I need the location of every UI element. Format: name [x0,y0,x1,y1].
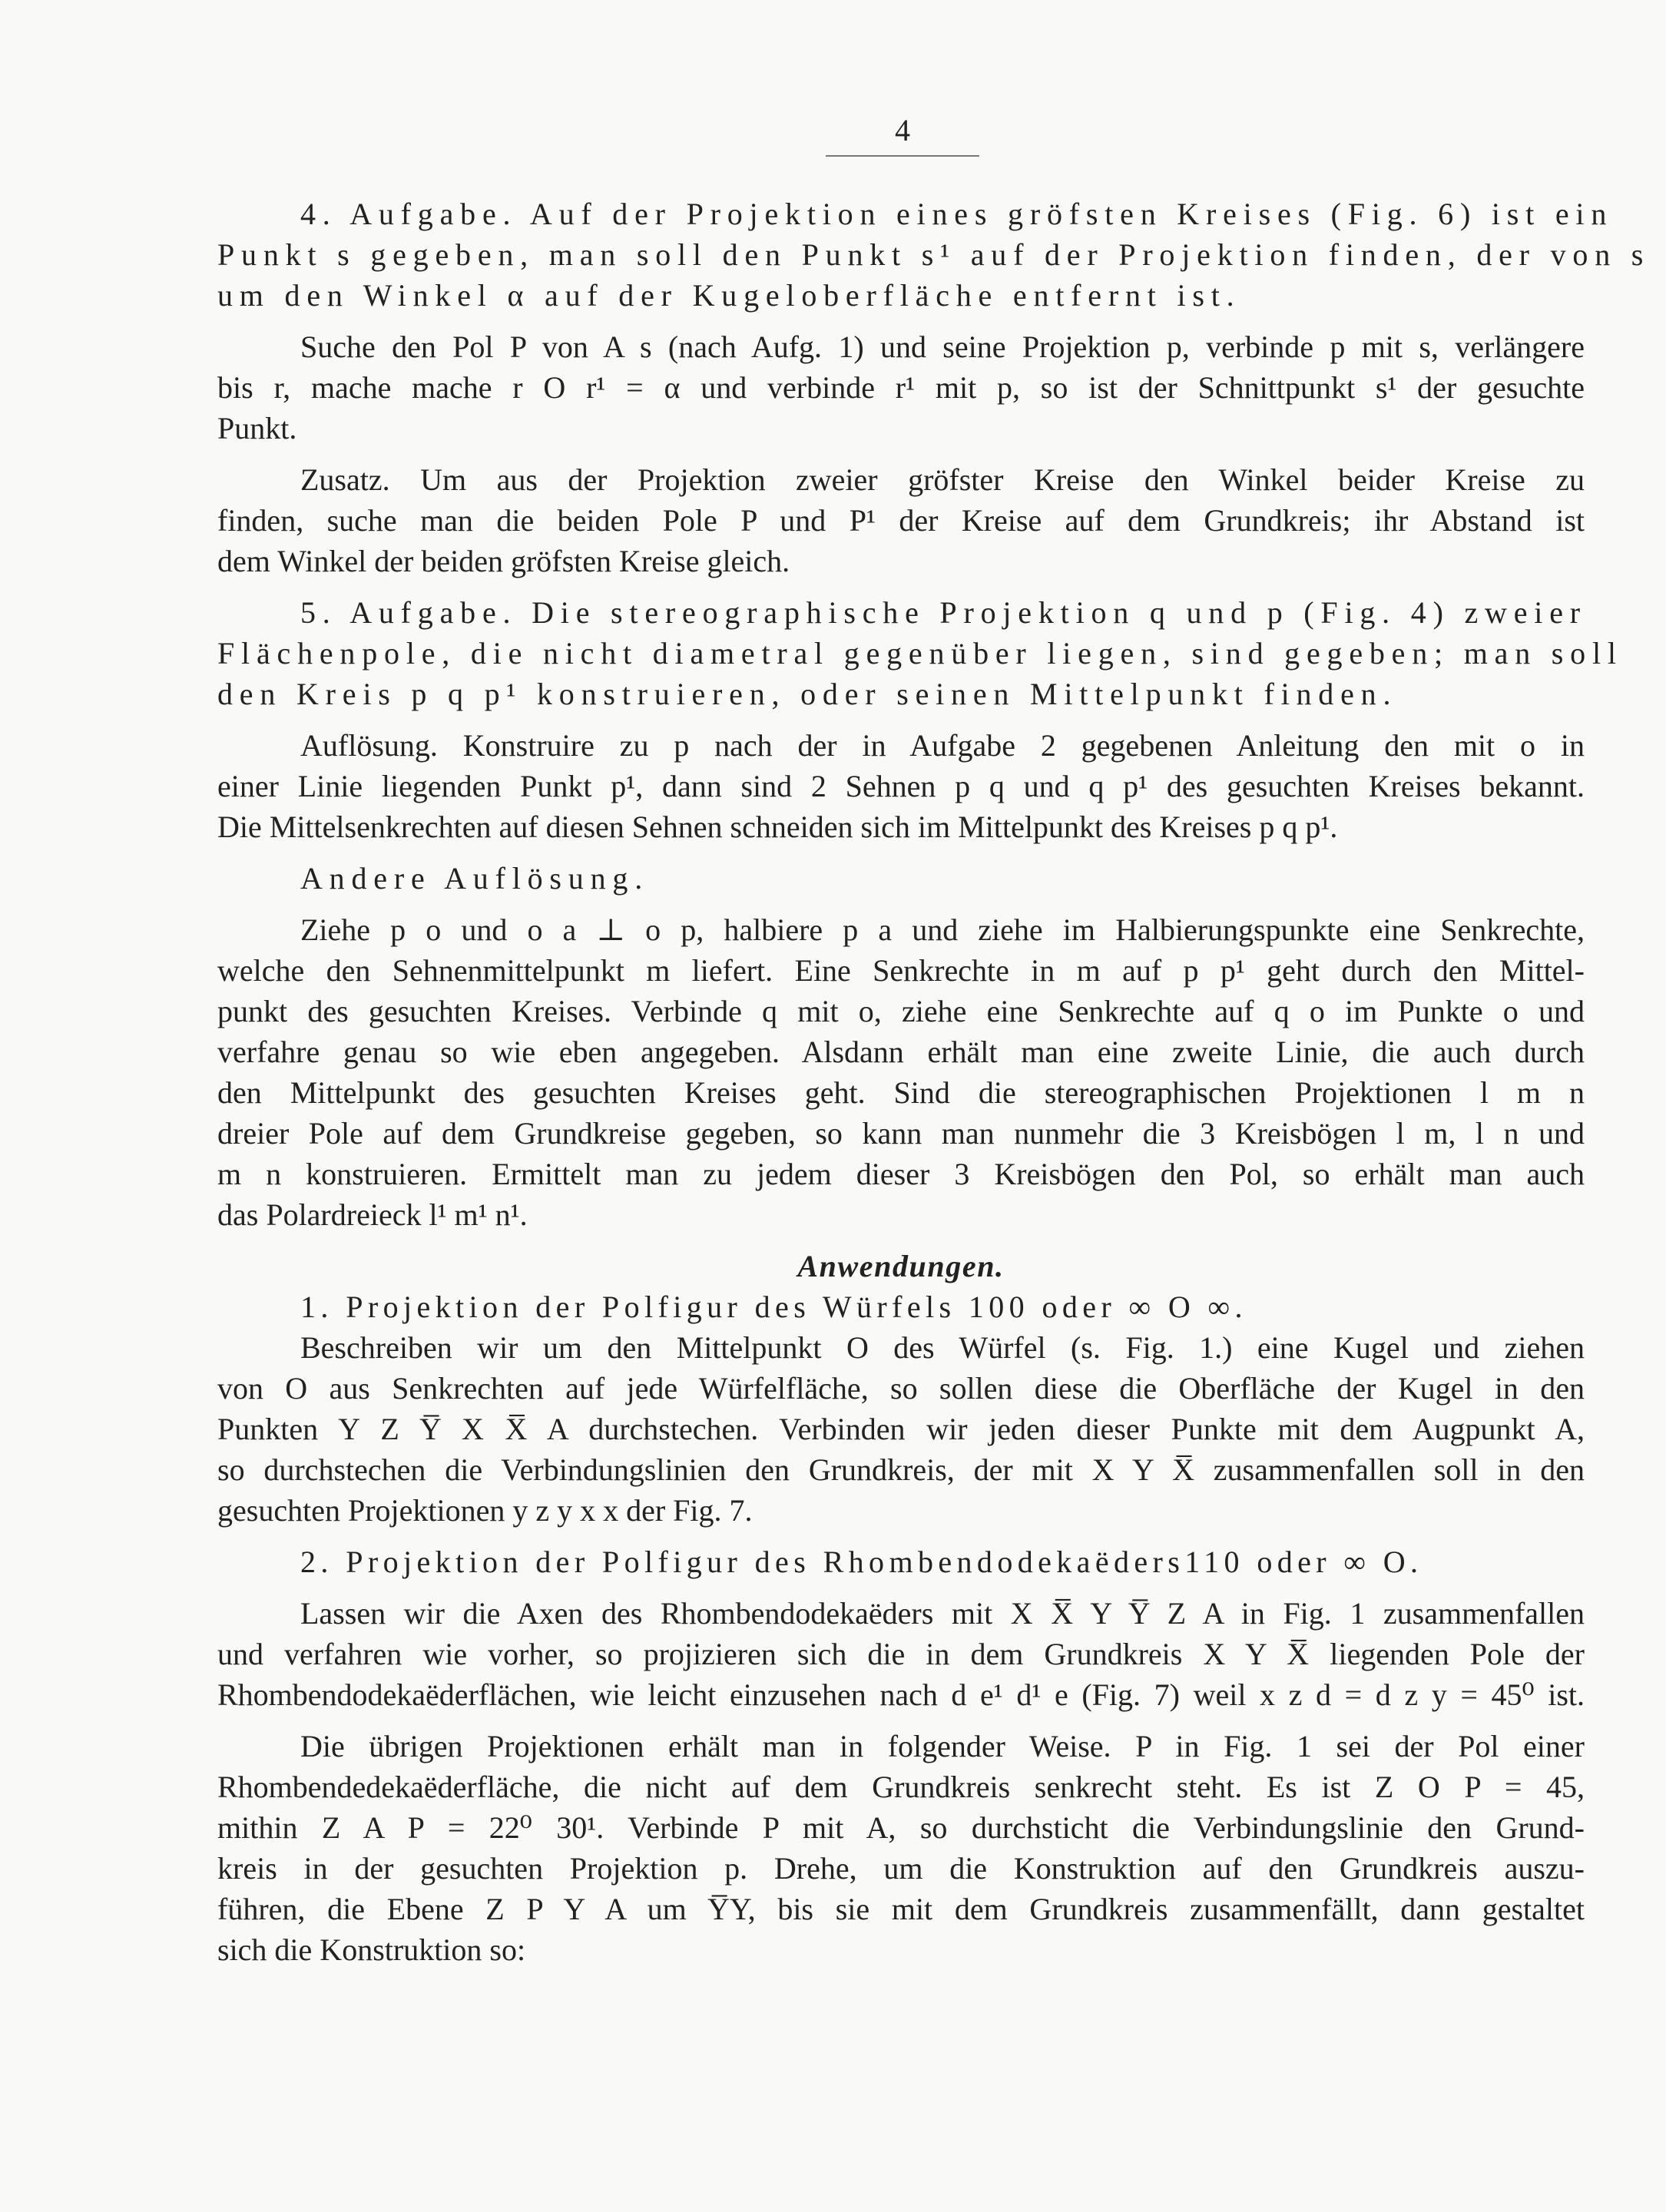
body-text [217,194,1651,1970]
text-line: und verfahren wie vorher, so projizieren sich die in dem Grundkreis X Y X̅ liegenden Pole der [217,1637,1585,1671]
text-line: 4. Aufgabe. Auf der Projektion eines gröfsten Kreises (Fig. 6) ist ein [300,197,1614,231]
text-line: sich die Konstruktion so: [217,1932,526,1967]
text-line: führen, die Ebene Z P Y A um Y̅Y, bis sie mit dem Grundkreis zusammenfällt, dann gestaltet [217,1892,1585,1926]
text-line: Punkten Y Z Y̅ X X̅ A durchstechen. Verbinden wir jeden dieser Punkte mit dem Augpunkt A, [217,1412,1585,1446]
text-line: Lassen wir die Axen des Rhombendodekaëders mit X X̅ Y Y̅ Z A in Fig. 1 zusammenfallen [300,1596,1585,1631]
text-line: dreier Pole auf dem Grundkreise gegeben, so kann man nunmehr die 3 Kreisbögen l m, l n und [217,1116,1585,1151]
text-line: 2. Projektion der Polfigur des Rhombendodekaëders110 oder ∞ O. [300,1545,1423,1579]
text-line: mithin Z A P = 22⁰ 30¹. Verbinde P mit A, so durchsticht die Verbindungslinie den Grund- [217,1810,1585,1845]
text-line: Beschreiben wir um den Mittelpunkt O des Würfel (s. Fig. 1.) eine Kugel und ziehen [300,1330,1585,1365]
text-line: Rhombendodekaëderflächen, wie leicht einzusehen nach d e¹ d¹ e (Fig. 7) weil x z d = d z y = 45⁰ ist. [217,1677,1585,1712]
text-line: Rhombendedekaëderfläche, die nicht auf dem Grundkreis senkrecht steht. Es ist Z O P = 45, [217,1770,1585,1804]
text-line: Punkt s gegeben, man soll den Punkt s¹ auf der Projektion finden, der von s [217,237,1651,272]
text-line: welche den Sehnenmittelpunkt m liefert. Eine Senkrechte in m auf p p¹ geht durch den Mittel- [217,953,1585,988]
page-number: 4 [895,113,910,147]
text-line: punkt des gesuchten Kreises. Verbinde q mit o, ziehe eine Senkrechte auf q o im Punkte o und [217,994,1585,1028]
section-heading: Anwendungen. [797,1249,1005,1283]
text-line: Suche den Pol P von A s (nach Aufg. 1) und seine Projektion p, verbinde p mit s, verlängere [300,329,1585,364]
page-number-rule [826,155,979,157]
text-line: von O aus Senkrechten auf jede Würfelfläche, so sollen diese die Oberfläche der Kugel in den [217,1371,1585,1406]
text-line: so durchstechen die Verbindungslinien den Grundkreis, der mit X Y X̅ zusammenfallen soll in den [217,1452,1585,1487]
text-line: 1. Projektion der Polfigur des Würfels 100 oder ∞ O ∞. [300,1290,1247,1324]
text-line: Punkt. [217,411,297,445]
text-line: Die Mittelsenkrechten auf diesen Sehnen schneiden sich im Mittelpunkt des Kreises p q p¹. [217,810,1338,844]
text-line: kreis in der gesuchten Projektion p. Drehe, um die Konstruktion auf den Grundkreis auszu- [217,1851,1585,1886]
text-line: Auflösung. Konstruire zu p nach der in Aufgabe 2 gegebenen Anleitung den mit o in [300,728,1585,763]
text-line: um den Winkel α auf der Kugeloberfläche entfernt ist. [217,278,1241,313]
text-line: Ziehe p o und o a ⊥ o p, halbiere p a und ziehe im Halbierungspunkte eine Senkrechte, [300,912,1585,947]
text-line: gesuchten Projektionen y z y x x der Fig. 7. [217,1493,753,1528]
text-line: Andere Auflösung. [300,861,649,896]
text-line: den Mittelpunkt des gesuchten Kreises geht. Sind die stereographischen Projektionen l m n [217,1075,1585,1110]
text-line: den Kreis p q p¹ konstruieren, oder seinen Mittelpunkt finden. [217,677,1398,711]
text-line: verfahre genau so wie eben angegeben. Alsdann erhält man eine zweite Linie, die auch durch [217,1035,1585,1069]
text-line: einer Linie liegenden Punkt p¹, dann sind 2 Sehnen p q und q p¹ des gesuchten Kreises bekannt. [217,769,1585,803]
text-line: das Polardreieck l¹ m¹ n¹. [217,1197,528,1232]
text-line: bis r, mache mache r O r¹ = α und verbinde r¹ mit p, so ist der Schnittpunkt s¹ der gesuchte [217,370,1585,405]
text-line: finden, suche man die beiden Pole P und P¹ der Kreise auf dem Grundkreis; ihr Abstand ist [217,503,1585,538]
text-line: Die übrigen Projektionen erhält man in folgender Weise. P in Fig. 1 sei der Pol einer [300,1729,1585,1763]
text-line: m n konstruieren. Ermittelt man zu jedem dieser 3 Kreisbögen den Pol, so erhält man auch [217,1157,1585,1191]
text-line: dem Winkel der beiden gröfsten Kreise gleich. [217,544,790,578]
text-line: Zusatz. Um aus der Projektion zweier gröfster Kreise den Winkel beider Kreise zu [300,462,1585,497]
text-line: 5. Aufgabe. Die stereographische Projektion q und p (Fig. 4) zweier [300,595,1587,630]
text-line: Flächenpole, die nicht diametral gegenüber liegen, sind gegeben; man soll [217,636,1623,671]
